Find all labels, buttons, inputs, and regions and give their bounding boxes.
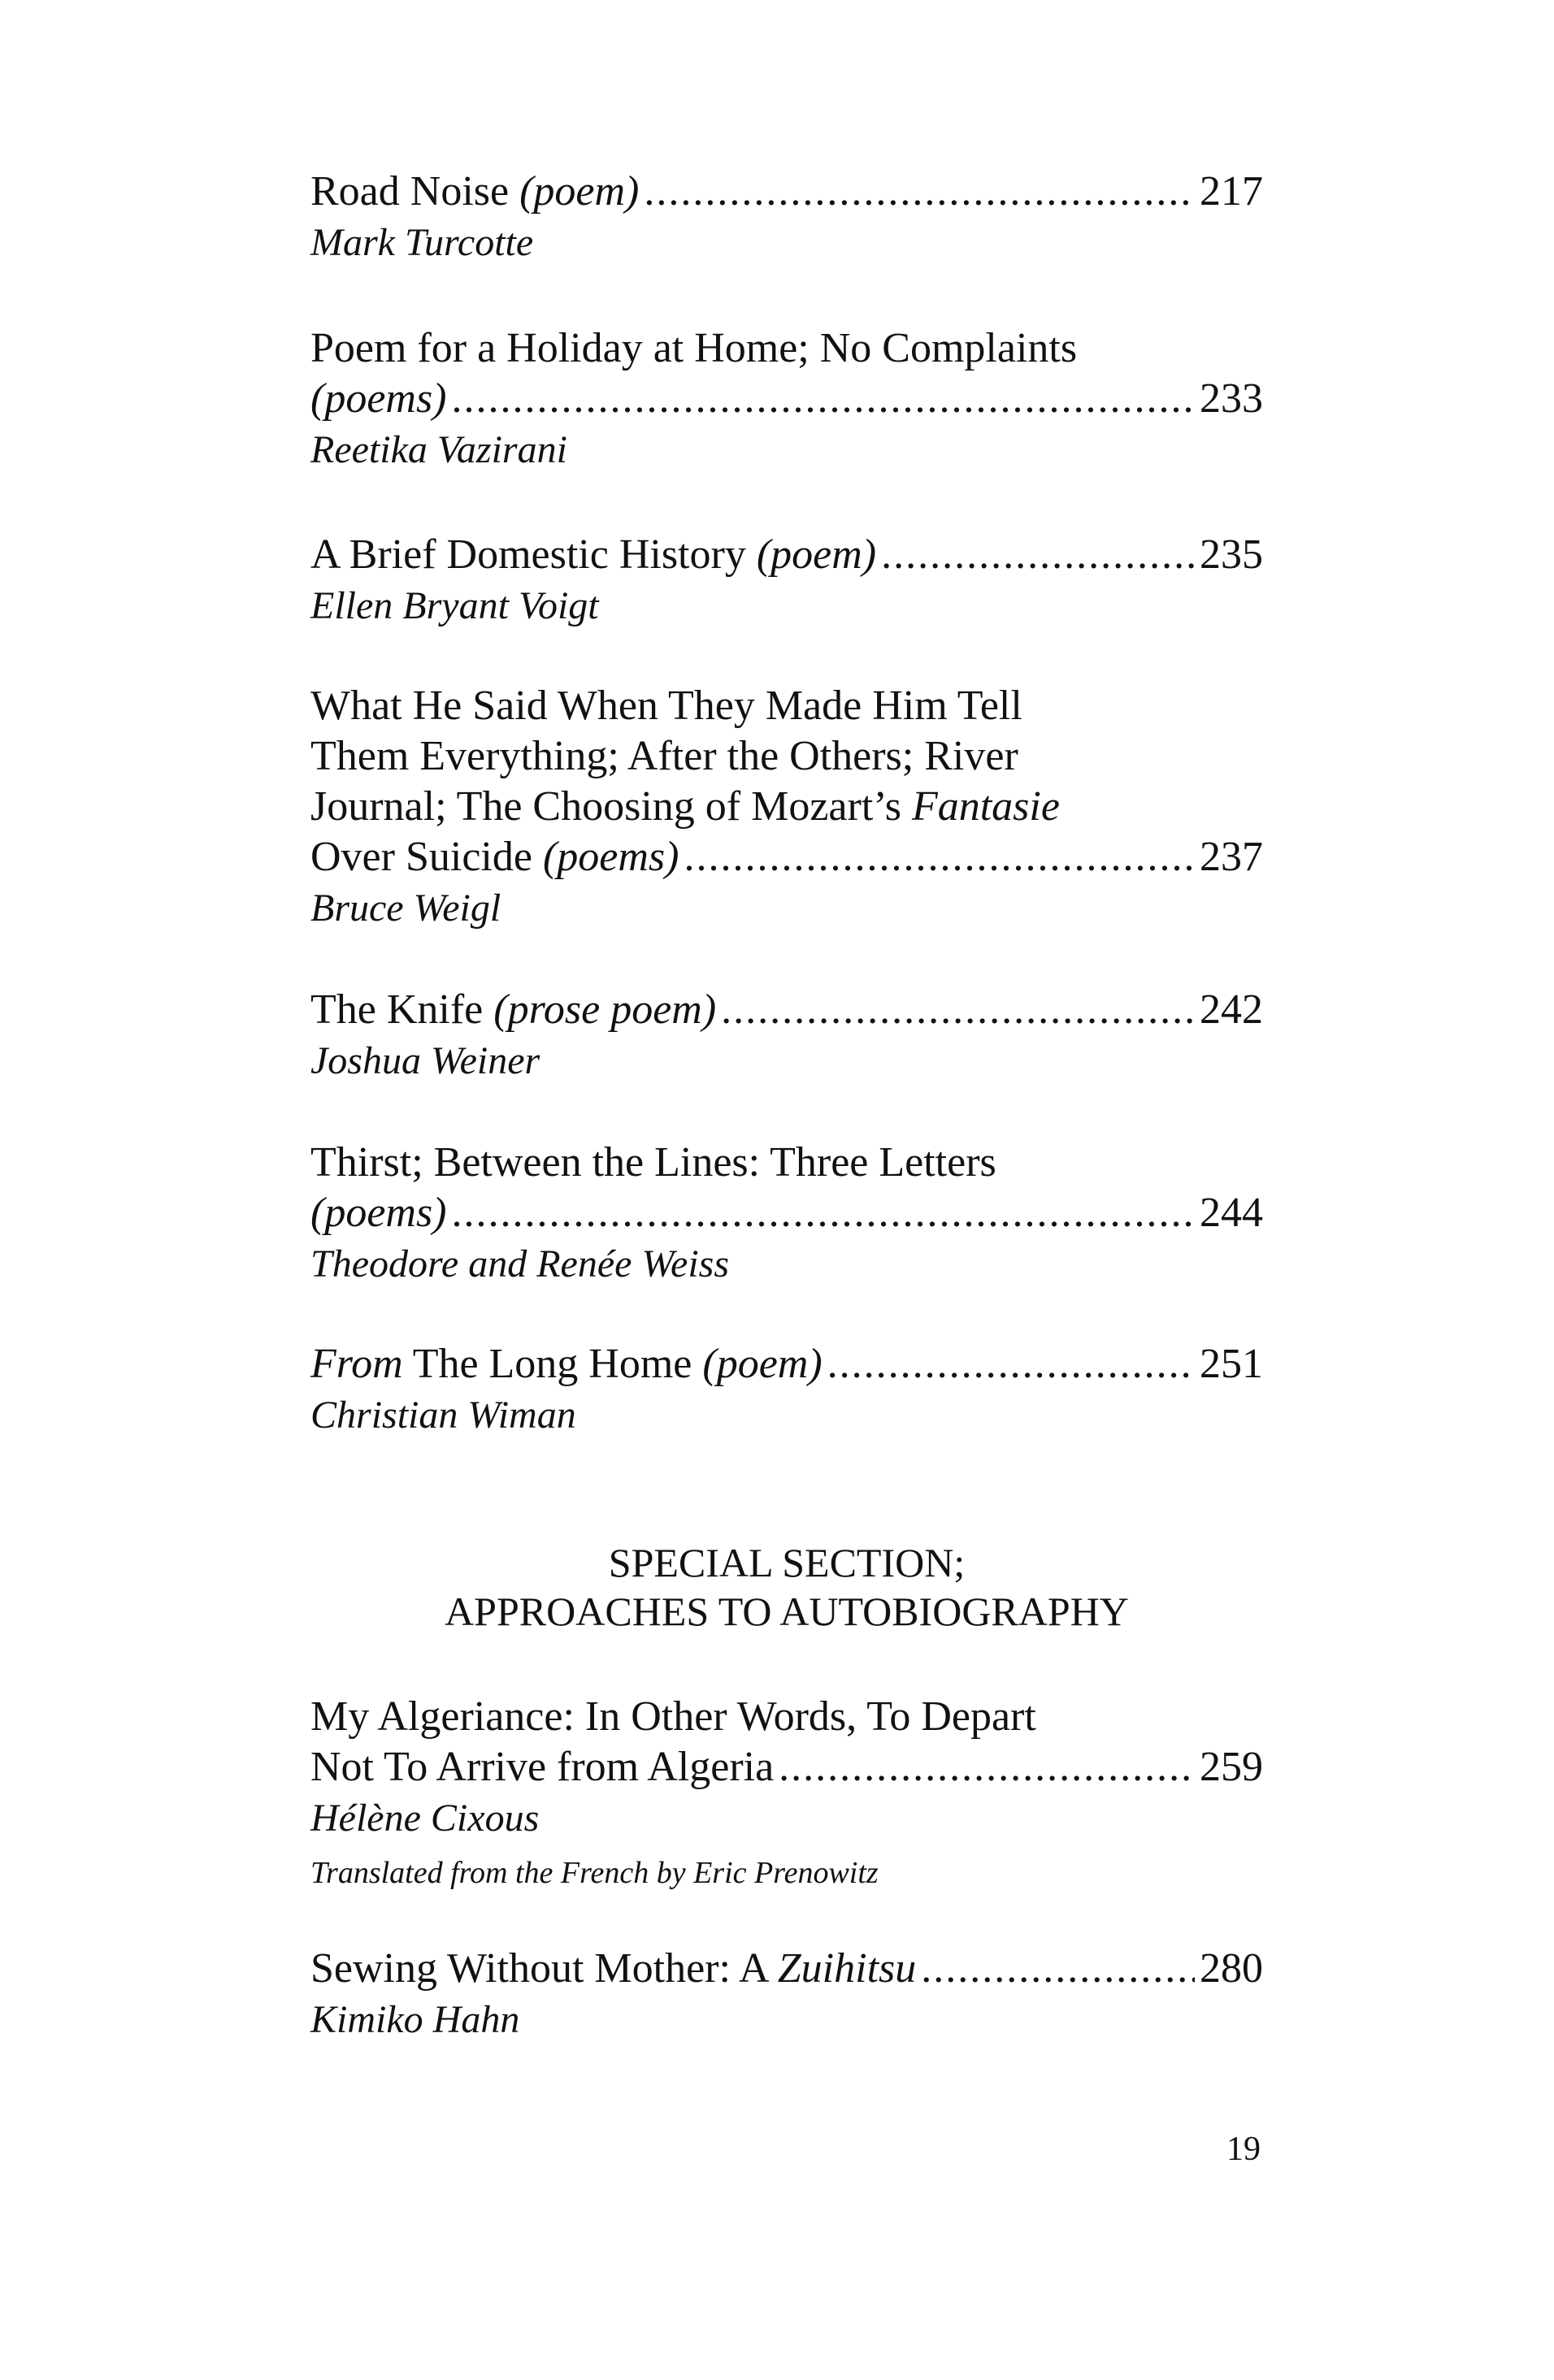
toc-entry-title: My Algeriance: In Other Words, To Depart: [310, 1693, 1036, 1740]
section-heading: APPROACHES TO AUTOBIOGRAPHY: [445, 1589, 1129, 1634]
author-name: Theodore and Renée Weiss: [310, 1242, 730, 1285]
toc-entry-title: Journal; The Choosing of Mozart’s Fantasie: [310, 783, 1060, 830]
author-name: Mark Turcotte: [310, 221, 534, 264]
toc-entry-title: What He Said When They Made Him Tell: [310, 683, 1022, 729]
genre-label: (prose poem): [493, 986, 717, 1033]
toc-entry-title: Them Everything; After the Others; River: [310, 733, 1018, 779]
section-heading: SPECIAL SECTION;: [608, 1540, 966, 1585]
page-number: 244: [1200, 1190, 1263, 1236]
toc-entry-title: Sewing Without Mother: A Zuihitsu: [310, 1945, 917, 1992]
page-number: 280: [1200, 1945, 1263, 1992]
author-name: Kimiko Hahn: [310, 1998, 520, 2041]
dot-leader: [721, 985, 1195, 1035]
page-number: 217: [1200, 168, 1263, 215]
page-number: 233: [1200, 375, 1263, 422]
toc-entry: [310, 323, 1263, 475]
toc-entry-title: Poem for a Holiday at Home; No Complaints: [310, 325, 1078, 371]
author-name: Reetika Vazirani: [310, 428, 567, 471]
toc-entry-title-line: [310, 1944, 1263, 1994]
page-number: 237: [1200, 834, 1263, 880]
author-name: Hélène Cixous: [310, 1797, 540, 1840]
toc-entry: [310, 1339, 1263, 1440]
toc-entry-title: Not To Arrive from Algeria: [310, 1744, 775, 1790]
genre-label: (poems): [310, 375, 447, 422]
toc-entry-title-line: [310, 374, 1263, 424]
toc-entry: [310, 1138, 1263, 1289]
toc-entry-title-line: [310, 1339, 1263, 1389]
italic-title-word: From: [310, 1341, 403, 1387]
dot-leader: [452, 374, 1195, 424]
toc-entry-title: The Knife (prose poem): [310, 986, 717, 1033]
translator-credit: Translated from the French by Eric Prenowitz: [310, 1856, 879, 1890]
toc-entry: [310, 1944, 1263, 2044]
italic-title-word: Fantasie: [911, 783, 1060, 830]
toc-entry-title: Thirst; Between the Lines: Three Letters: [310, 1139, 996, 1186]
toc-entry: [310, 985, 1263, 1086]
toc-entry: [310, 167, 1263, 267]
toc-entry: [310, 1692, 1263, 1893]
dot-leader: [921, 1944, 1195, 1994]
toc-entry-title-line: [310, 1742, 1263, 1793]
dot-leader: [827, 1339, 1195, 1389]
dot-leader: [452, 1188, 1195, 1238]
author-name: Ellen Bryant Voigt: [310, 584, 599, 627]
page-number: 242: [1200, 986, 1263, 1033]
page-folio: 19: [1226, 2131, 1261, 2168]
genre-label: (poems): [310, 1190, 447, 1236]
genre-label: (poem): [519, 168, 640, 215]
genre-label: (poems): [542, 834, 679, 880]
toc-entry-title: From The Long Home (poem): [310, 1341, 823, 1387]
dot-leader: [881, 530, 1195, 580]
dot-leader: [779, 1742, 1195, 1793]
toc-entry-title: A Brief Domestic History (poem): [310, 531, 877, 578]
toc-entry: [310, 530, 1263, 631]
genre-label: (poem): [702, 1341, 823, 1387]
dot-leader: [644, 167, 1195, 217]
genre-label: (poem): [756, 531, 877, 578]
page-number: 235: [1200, 531, 1263, 578]
toc-entry-title-line: [310, 1188, 1263, 1238]
author-name: Christian Wiman: [310, 1394, 576, 1437]
toc-entry-title: Over Suicide (poems): [310, 834, 679, 880]
toc-entry-title-line: [310, 167, 1263, 217]
dot-leader: [684, 832, 1195, 882]
page-number: 259: [1200, 1744, 1263, 1790]
toc-entry-title-line: [310, 530, 1263, 580]
toc-entry-title-line: [310, 832, 1263, 882]
author-name: Bruce Weigl: [310, 887, 501, 930]
author-name: Joshua Weiner: [310, 1039, 540, 1082]
toc-entry: [310, 681, 1263, 933]
page-number: 251: [1200, 1341, 1263, 1387]
italic-title-word: Zuihitsu: [777, 1945, 917, 1992]
toc-entry-title-line: [310, 985, 1263, 1035]
toc-entry-title: Road Noise (poem): [310, 168, 640, 215]
